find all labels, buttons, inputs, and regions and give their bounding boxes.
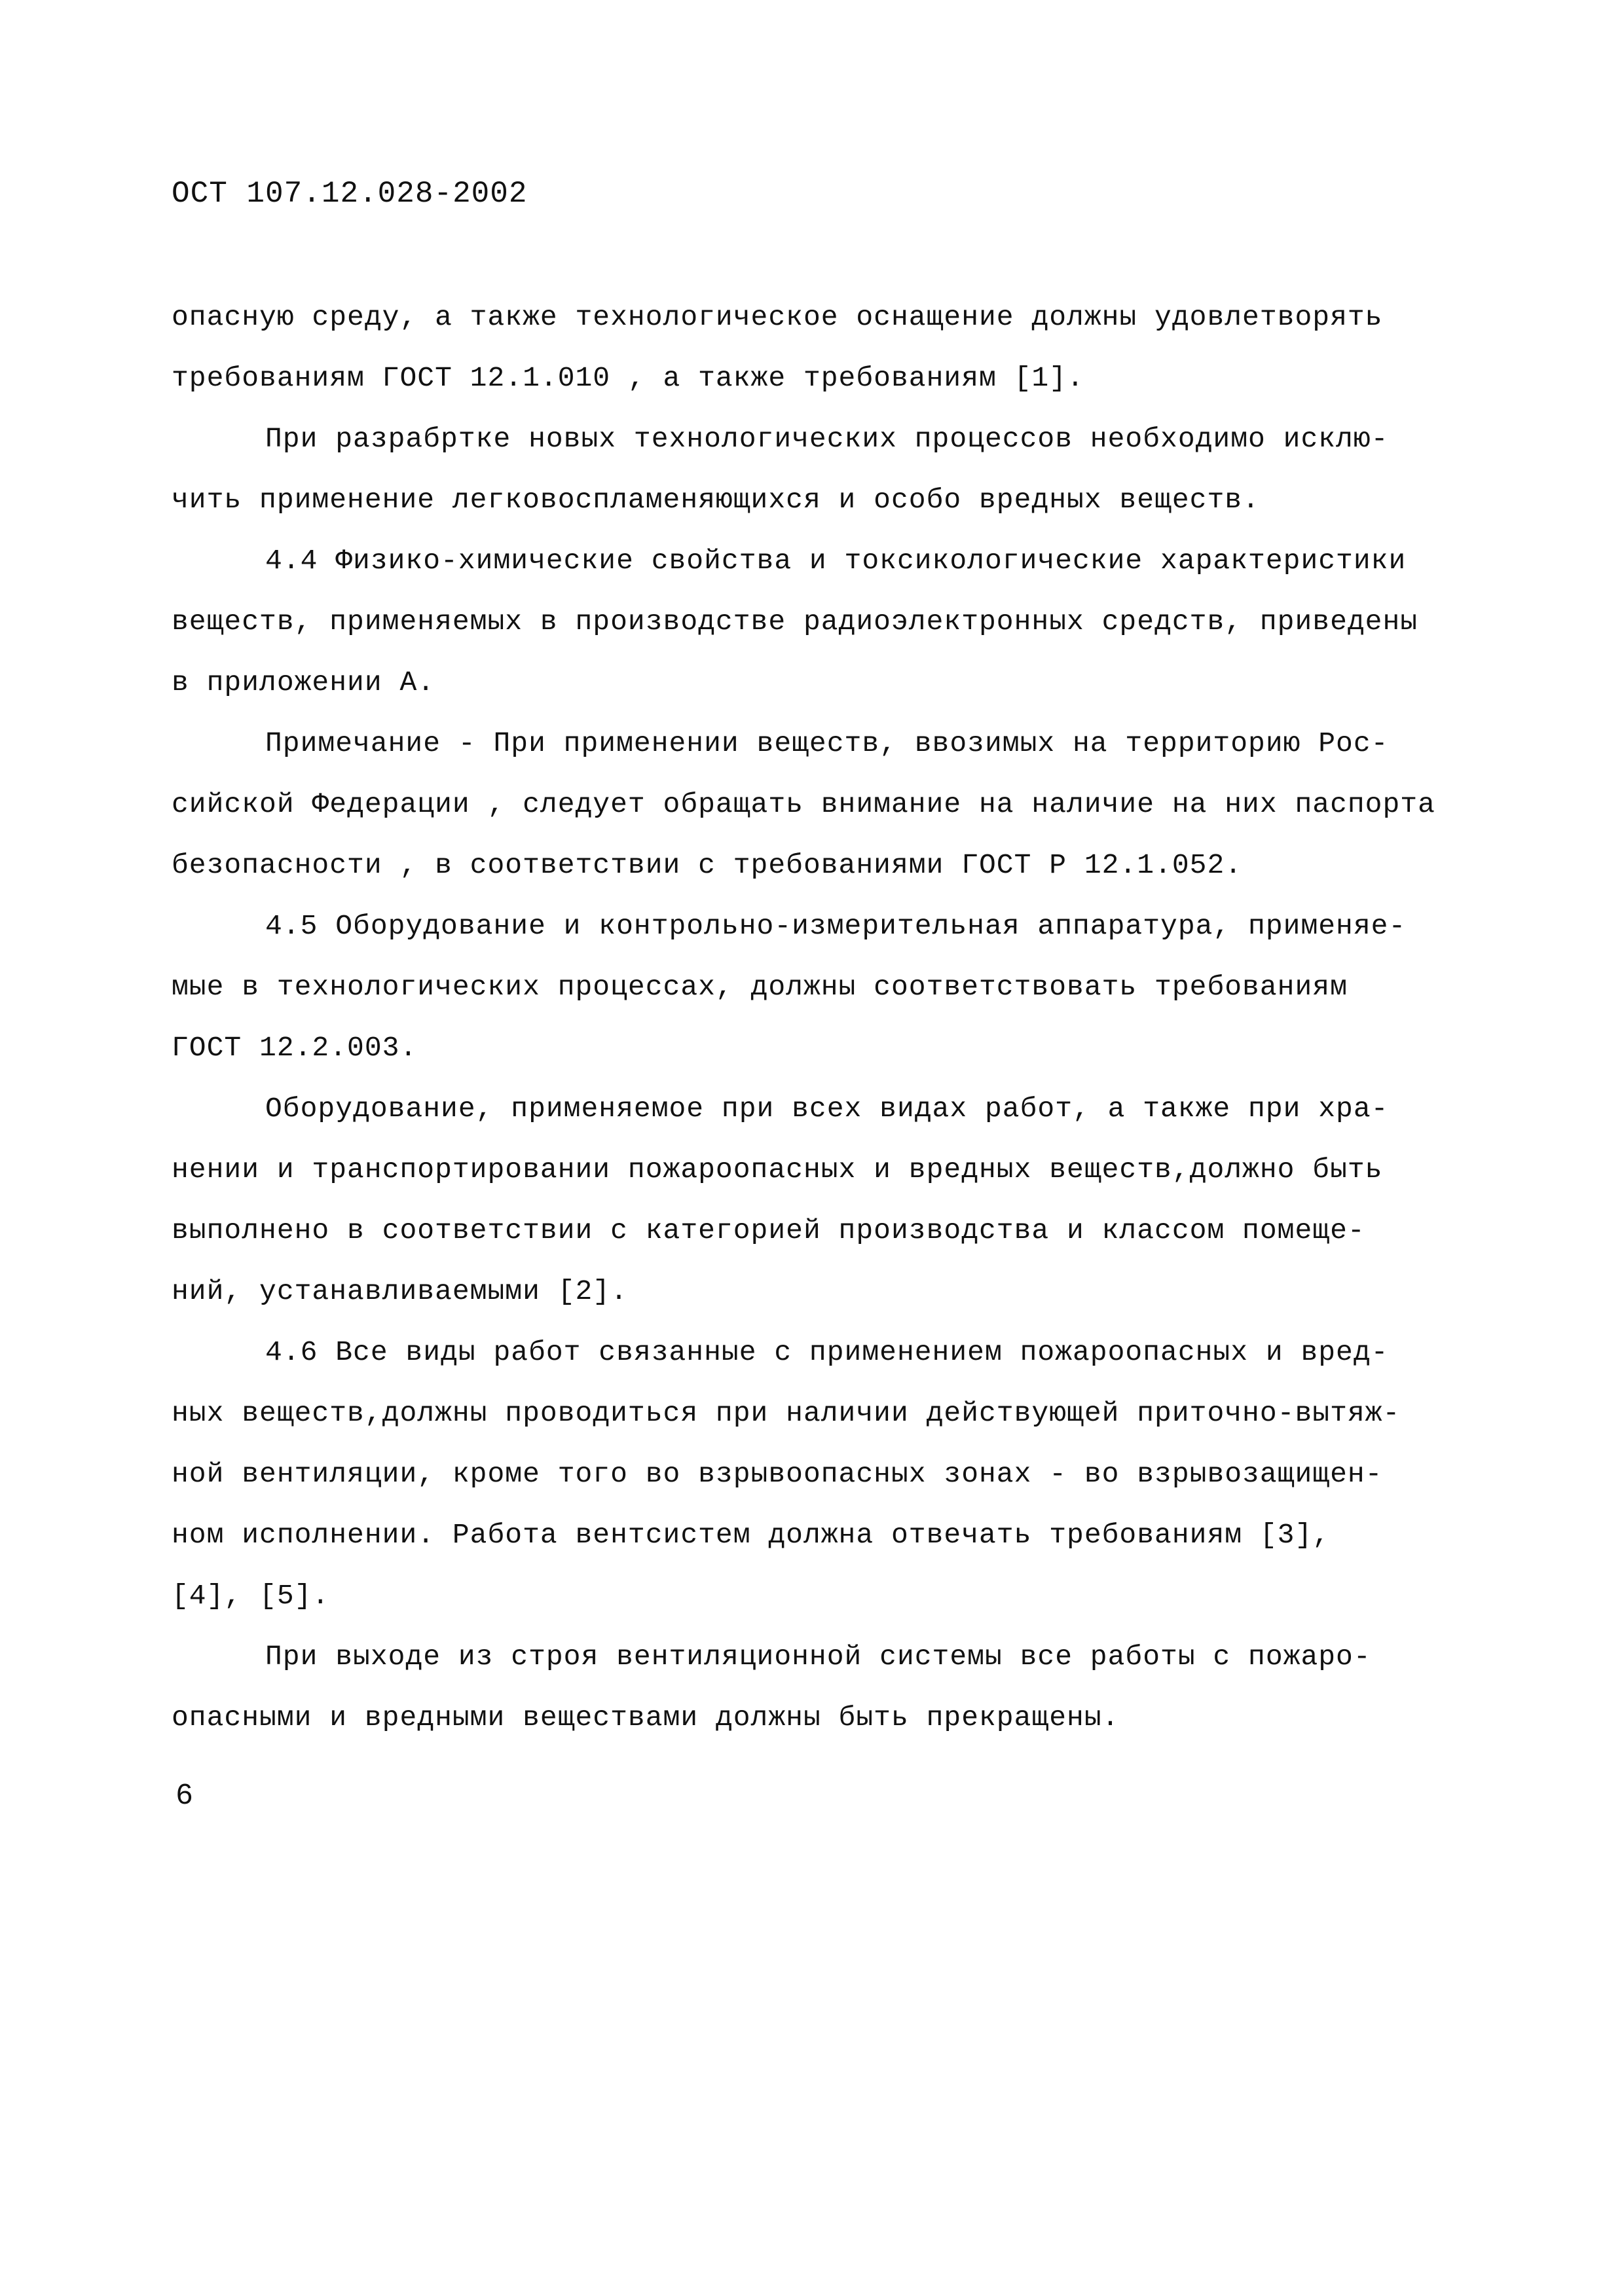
text-line: опасную среду, а также технологическое оснащение должны удовлетворять: [172, 301, 1383, 333]
text-line: При выходе из строя вентиляционной системы все работы с пожаро-: [265, 1641, 1371, 1673]
text-line: веществ, применяемых в производстве радиоэлектронных средств, приведены: [172, 606, 1418, 638]
text-line: [4], [5].: [172, 1580, 330, 1612]
page-number: 6: [175, 1779, 194, 1813]
text-line: ных веществ,должны проводиться при наличии действующей приточно-вытяж-: [172, 1397, 1401, 1429]
text-line: чить применение легковоспламеняющихся и особо вредных веществ.: [172, 484, 1260, 516]
document-code-header: ОСТ 107.12.028-2002: [172, 177, 528, 211]
section-4-5-heading-line: 4.5 Оборудование и контрольно-измерительная аппаратура, применяе-: [265, 910, 1407, 942]
text-line: ний, устанавливаемыми [2].: [172, 1275, 628, 1307]
text-line: При разрабртке новых технологических процессов необходимо исклю-: [265, 423, 1389, 455]
note-line: сийской Федерации , следует обращать внимание на наличие на них паспорта: [172, 788, 1435, 820]
text-line: опасными и вредными веществами должны быть прекращены.: [172, 1702, 1120, 1734]
text-line: выполнено в соответствии с категорией производства и классом помеще-: [172, 1214, 1365, 1247]
text-line: Оборудование, применяемое при всех видах работ, а также при хра-: [265, 1093, 1389, 1125]
note-line: Примечание - При применении веществ, ввозимых на территорию Рос-: [265, 727, 1389, 759]
section-4-4-heading-line: 4.4 Физико-химические свойства и токсикологические характеристики: [265, 545, 1407, 577]
text-line: ГОСТ 12.2.003.: [172, 1032, 418, 1064]
text-line: нении и транспортировании пожароопасных и вредных веществ,должно быть: [172, 1154, 1383, 1186]
text-line: ной вентиляции, кроме того во взрывоопасных зонах - во взрывозащищен-: [172, 1458, 1383, 1490]
text-line: мые в технологических процессах, должны соответствовать требованиям: [172, 971, 1348, 1003]
text-line: ном исполнении. Работа вентсистем должна отвечать требованиям [3],: [172, 1519, 1331, 1551]
document-body: [172, 287, 1488, 1748]
section-4-6-heading-line: 4.6 Все виды работ связанные с применением пожароопасных и вред-: [265, 1336, 1389, 1368]
text-line: в приложении А.: [172, 666, 435, 699]
note-line: безопасности , в соответствии с требованиями ГОСТ Р 12.1.052.: [172, 849, 1243, 881]
text-line: требованиям ГОСТ 12.1.010 , а также требованиям [1].: [172, 362, 1084, 394]
